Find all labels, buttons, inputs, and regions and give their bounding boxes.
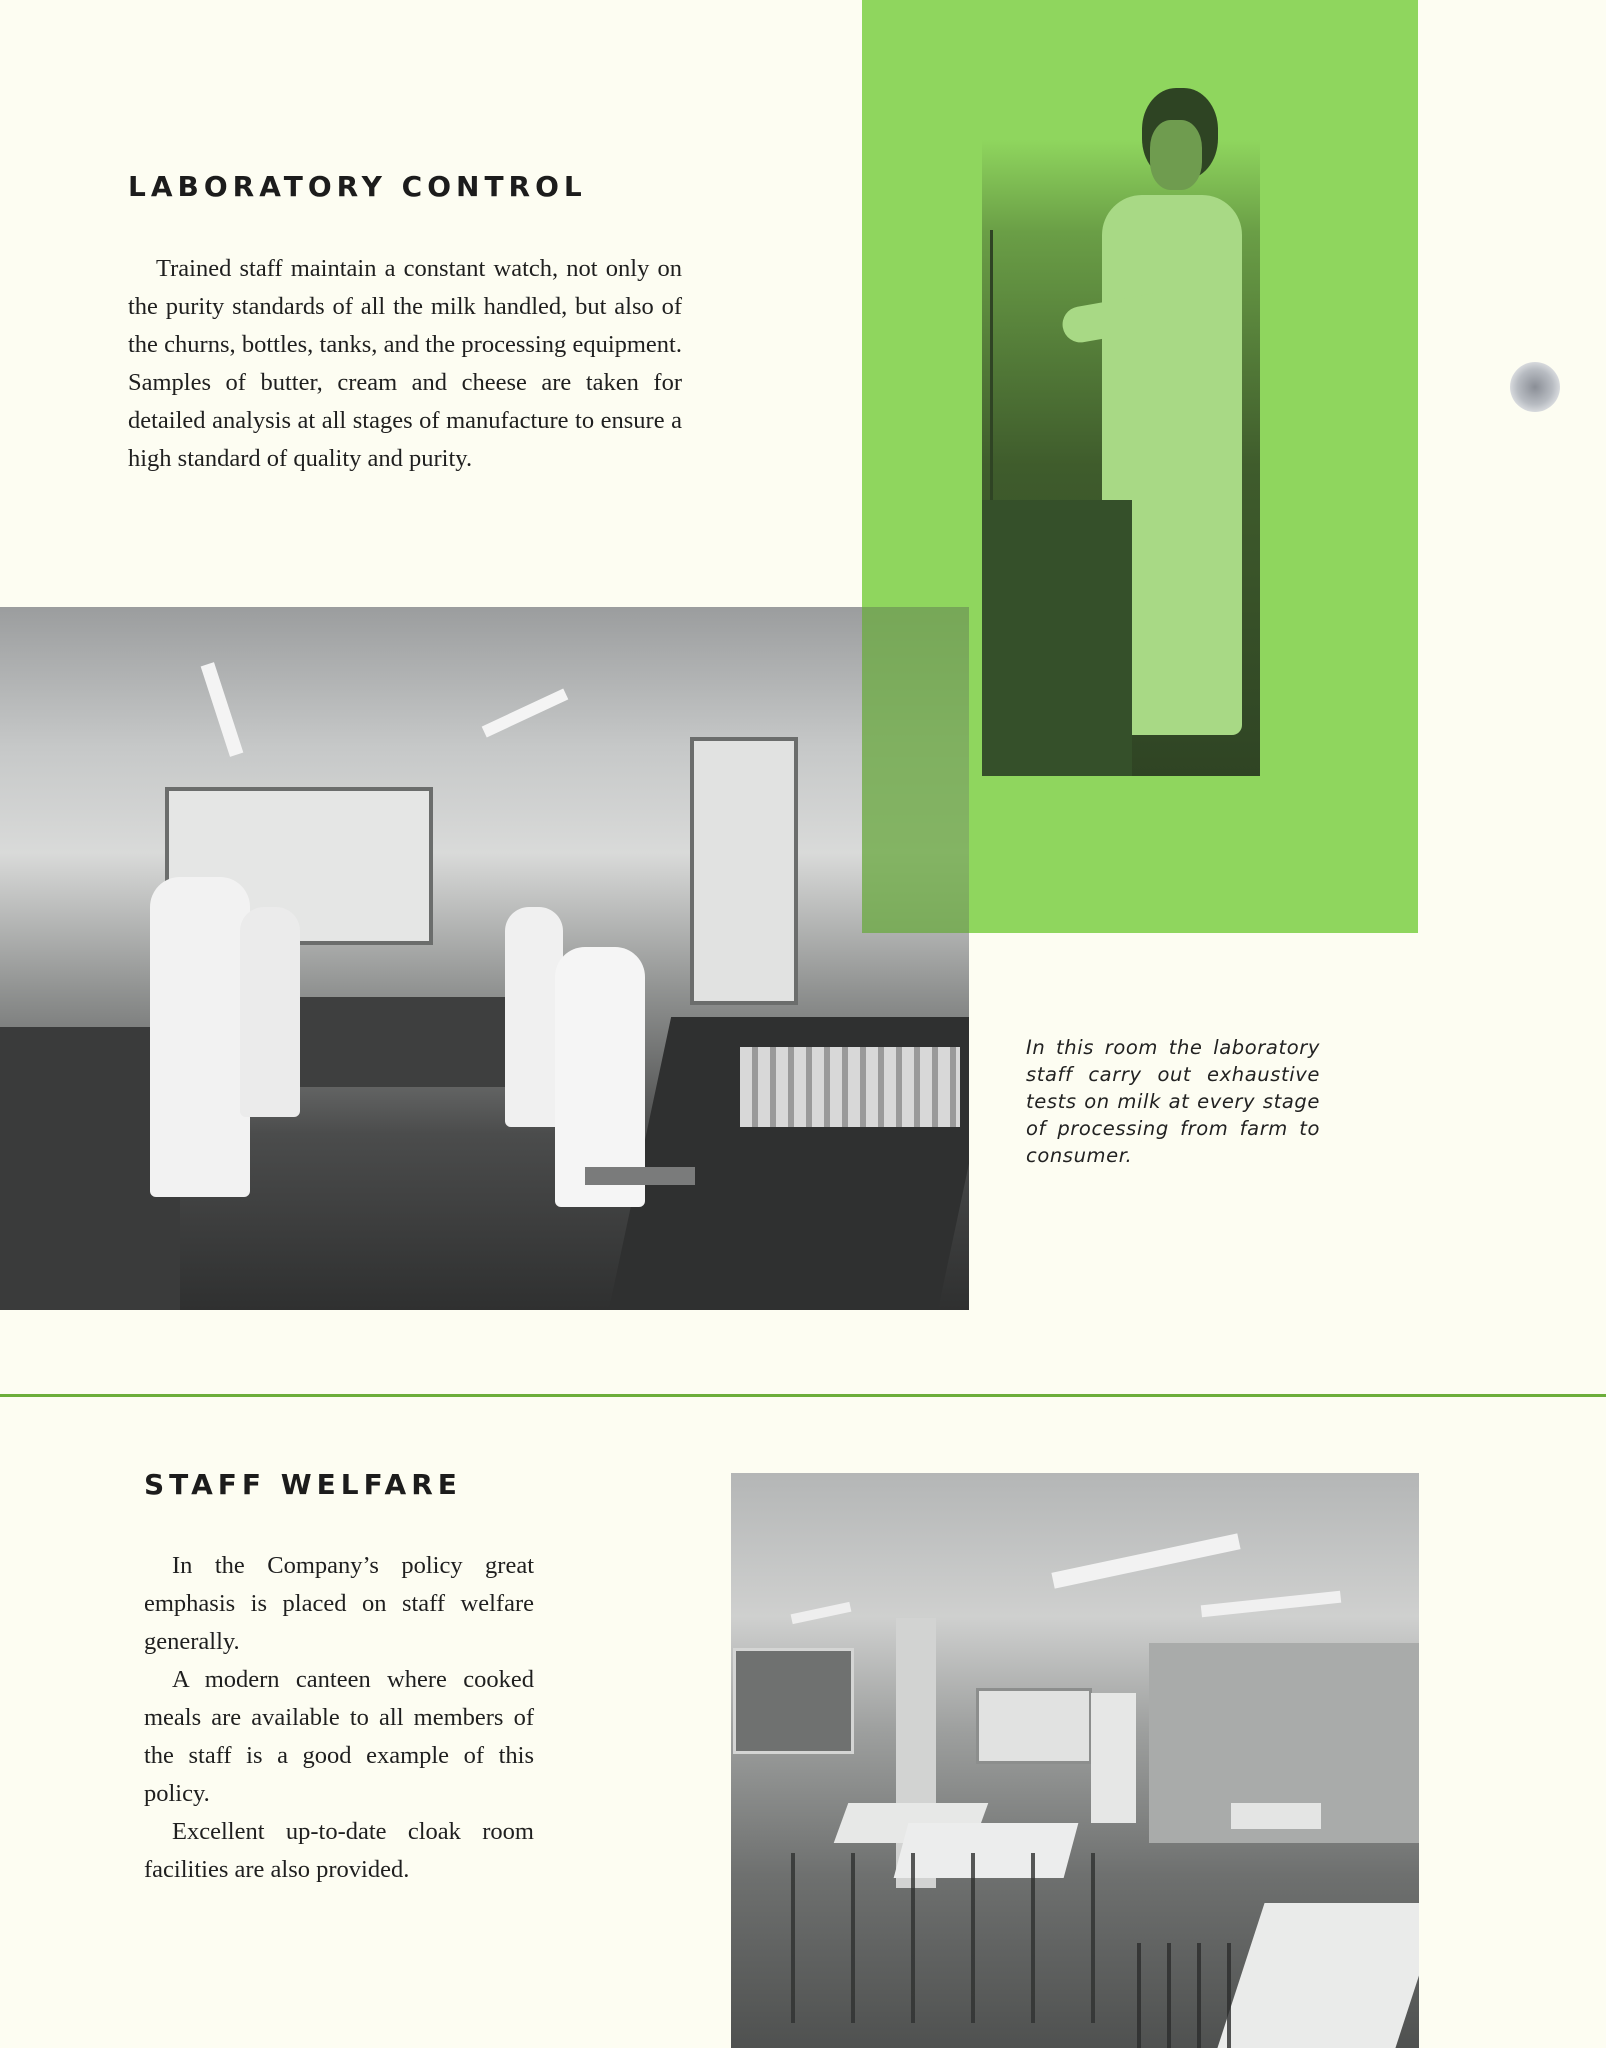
welfare-paragraph: Excellent up-to-date cloak room facilities are also provided.: [144, 1818, 534, 1883]
registration-mark: [1510, 362, 1560, 412]
staff-canteen-photo: [731, 1473, 1419, 2048]
green-overlay: [862, 607, 969, 933]
laboratory-paragraph: Trained staff maintain a constant watch, not only on the purity standards of all the milk handled, but also of the churns, bottles, tanks, and the processing equipment. Samples of butter, cream and cheese are taken for detailed analysis at all stages of manufacture to ensure a high standard of quality and purity.: [128, 255, 682, 472]
welfare-paragraph: A modern canteen where cooked meals are available to all members of the staff is a good example of this policy.: [144, 1666, 534, 1807]
section-heading-laboratory-control: LABORATORY CONTROL: [128, 170, 587, 203]
laboratory-photo-caption: In this room the laboratory staff carry out exhaustive tests on milk at every stage of processing from farm to consumer.: [1026, 1036, 1320, 1167]
section-divider-line: [0, 1394, 1606, 1397]
laboratory-body: [128, 250, 682, 478]
woman-lab-photo: [982, 0, 1260, 776]
welfare-body: [144, 1547, 534, 1889]
section-heading-staff-welfare: STAFF WELFARE: [144, 1468, 462, 1501]
laboratory-room-photo: [0, 607, 969, 1310]
welfare-paragraph: In the Company’s policy great emphasis is placed on staff welfare generally.: [144, 1552, 534, 1655]
